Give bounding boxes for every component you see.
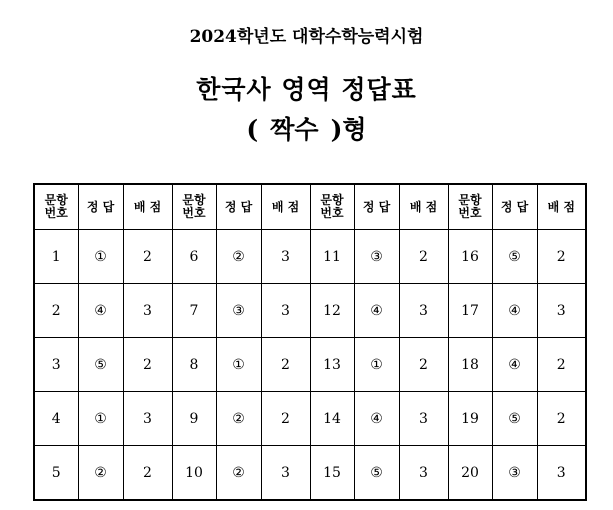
- answer-cell: ⑤: [492, 392, 537, 446]
- header-question-number: [34, 184, 78, 230]
- question-number-cell: 7: [172, 284, 216, 338]
- answer-cell: ④: [78, 284, 123, 338]
- answer-cell: ④: [492, 284, 537, 338]
- exam-year-title: 2024학년도 대학수학능력시험: [189, 27, 424, 47]
- header-question-bottom: 번호: [458, 206, 482, 220]
- question-number-cell: 3: [34, 338, 78, 392]
- header-points: 배 점: [123, 184, 172, 230]
- question-number-cell: 16: [448, 230, 492, 284]
- question-number-cell: 10: [172, 446, 216, 501]
- points-cell: 3: [261, 230, 310, 284]
- answer-cell: ⑤: [492, 230, 537, 284]
- header-question-bottom: 번호: [182, 206, 206, 220]
- table-row: [34, 392, 586, 446]
- points-cell: 3: [537, 284, 586, 338]
- question-number-cell: 19: [448, 392, 492, 446]
- points-cell: 2: [537, 338, 586, 392]
- points-cell: 2: [261, 338, 310, 392]
- header-answer: 정 답: [216, 184, 261, 230]
- answer-cell: ②: [216, 446, 261, 501]
- points-cell: 3: [399, 392, 448, 446]
- answer-cell: ②: [216, 392, 261, 446]
- question-number-cell: 14: [310, 392, 354, 446]
- points-cell: 2: [123, 230, 172, 284]
- answer-key-table: [33, 183, 587, 501]
- header-question-number: [448, 184, 492, 230]
- header-question-top: 문항: [320, 193, 344, 207]
- points-cell: 2: [537, 230, 586, 284]
- header-question-top: 문항: [458, 193, 482, 207]
- question-number-cell: 15: [310, 446, 354, 501]
- table-row: [34, 446, 586, 501]
- question-number-cell: 1: [34, 230, 78, 284]
- points-cell: 2: [261, 392, 310, 446]
- header-question-bottom: 번호: [320, 206, 344, 220]
- points-cell: 2: [399, 338, 448, 392]
- points-cell: 2: [537, 392, 586, 446]
- points-cell: 3: [399, 446, 448, 501]
- answer-cell: ①: [78, 392, 123, 446]
- table-row: [34, 338, 586, 392]
- answer-cell: ②: [78, 446, 123, 501]
- table-header-row: [34, 184, 586, 230]
- answer-cell: ①: [78, 230, 123, 284]
- points-cell: 3: [399, 284, 448, 338]
- answer-cell: ①: [216, 338, 261, 392]
- question-number-cell: 20: [448, 446, 492, 501]
- question-number-cell: 8: [172, 338, 216, 392]
- question-number-cell: 9: [172, 392, 216, 446]
- points-cell: 3: [537, 446, 586, 501]
- type-close-label: )형: [330, 115, 367, 144]
- question-number-cell: 11: [310, 230, 354, 284]
- answer-cell: ③: [216, 284, 261, 338]
- question-number-cell: 4: [34, 392, 78, 446]
- exam-type-name: 짝수: [270, 115, 319, 144]
- header-question-number: [172, 184, 216, 230]
- header-answer: 정 답: [354, 184, 399, 230]
- points-cell: 3: [123, 392, 172, 446]
- header-points: 배 점: [261, 184, 310, 230]
- page-title: 한국사 영역 정답표: [196, 75, 417, 104]
- answer-cell: ②: [216, 230, 261, 284]
- question-number-cell: 17: [448, 284, 492, 338]
- header-question-number: [310, 184, 354, 230]
- table-row: [34, 284, 586, 338]
- table-body: [34, 230, 586, 501]
- type-open-paren: (: [246, 115, 259, 144]
- points-cell: 2: [399, 230, 448, 284]
- header-question-top: 문항: [182, 193, 206, 207]
- header-points: 배 점: [399, 184, 448, 230]
- answer-cell: ④: [492, 338, 537, 392]
- points-cell: 2: [123, 446, 172, 501]
- table-row: [34, 230, 586, 284]
- answer-cell: ⑤: [354, 446, 399, 501]
- question-number-cell: 5: [34, 446, 78, 501]
- question-number-cell: 6: [172, 230, 216, 284]
- question-number-cell: 13: [310, 338, 354, 392]
- answer-cell: ③: [354, 230, 399, 284]
- answer-cell: ①: [354, 338, 399, 392]
- header-answer: 정 답: [78, 184, 123, 230]
- question-number-cell: 12: [310, 284, 354, 338]
- header-question-bottom: 번호: [44, 206, 68, 220]
- answer-cell: ③: [492, 446, 537, 501]
- answer-cell: ④: [354, 284, 399, 338]
- points-cell: 2: [123, 338, 172, 392]
- points-cell: 3: [261, 284, 310, 338]
- header-points: 배 점: [537, 184, 586, 230]
- answer-cell: ④: [354, 392, 399, 446]
- answer-cell: ⑤: [78, 338, 123, 392]
- question-number-cell: 18: [448, 338, 492, 392]
- header-question-top: 문항: [44, 193, 68, 207]
- exam-type-line: [0, 110, 613, 146]
- points-cell: 3: [123, 284, 172, 338]
- question-number-cell: 2: [34, 284, 78, 338]
- points-cell: 3: [261, 446, 310, 501]
- header-answer: 정 답: [492, 184, 537, 230]
